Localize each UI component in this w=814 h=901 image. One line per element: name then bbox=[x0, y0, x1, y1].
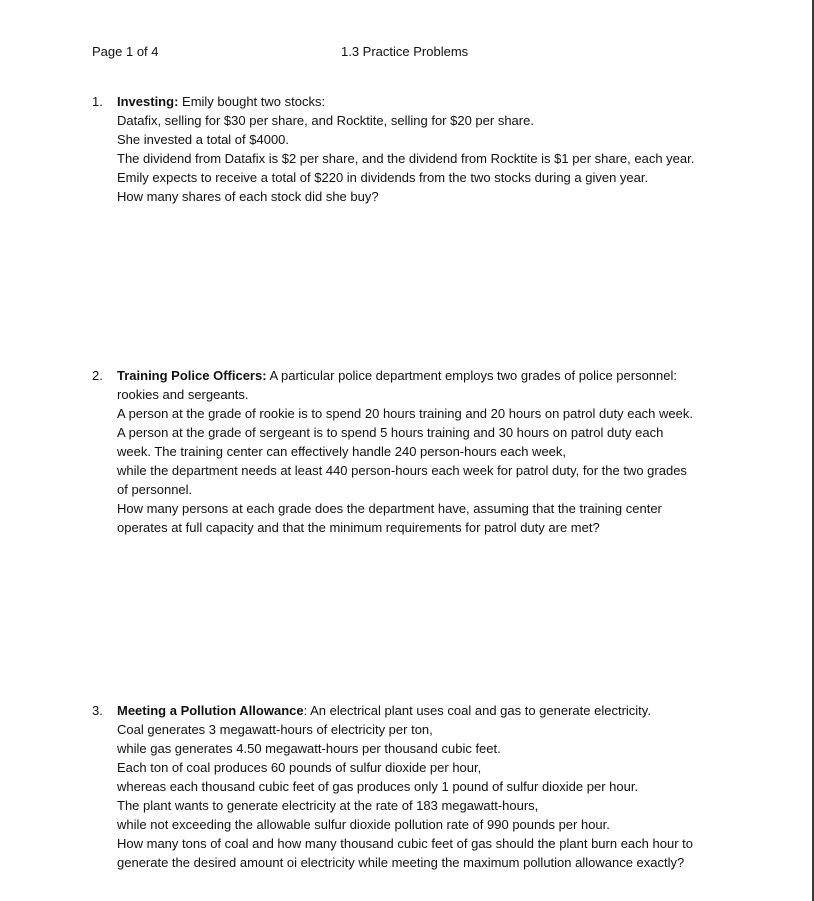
problem-line: week. The training center can effectively handle 240 person-hours each week, bbox=[117, 444, 567, 459]
problem-first-line bbox=[117, 366, 732, 385]
problem-line: A person at the grade of sergeant is to spend 5 hours training and 30 hours on patrol duty each bbox=[117, 425, 664, 440]
problem-first-line-text: Emily bought two stocks: bbox=[178, 94, 326, 109]
problem-first-line-text: : An electrical plant uses coal and gas to generate electricity. bbox=[303, 703, 651, 718]
problem-line: Emily expects to receive a total of $220 in dividends from the two stocks during a given year. bbox=[117, 170, 649, 185]
problem-line: while the department needs at least 440 person-hours each week for patrol duty, for the two grades bbox=[117, 463, 687, 478]
problem-first-line-text: A particular police department employs two grades of police personnel: bbox=[266, 368, 677, 383]
problem-1 bbox=[92, 92, 732, 206]
problem-body bbox=[117, 701, 732, 872]
problem-line: of personnel. bbox=[117, 482, 193, 497]
problem-line: rookies and sergeants. bbox=[117, 387, 249, 402]
problem-question: How many shares of each stock did she buy? bbox=[117, 189, 379, 204]
problem-line: A person at the grade of rookie is to spend 20 hours training and 20 hours on patrol duty each week. bbox=[117, 406, 693, 421]
problem-number: 3. bbox=[92, 703, 103, 718]
problem-line: while gas generates 4.50 megawatt-hours per thousand cubic feet. bbox=[117, 741, 501, 756]
problem-line: The dividend from Datafix is $2 per share, and the dividend from Rocktite is $1 per share, each year. bbox=[117, 151, 695, 166]
problem-line: Coal generates 3 megawatt-hours of electricity per ton, bbox=[117, 722, 433, 737]
problem-line: whereas each thousand cubic feet of gas produces only 1 pound of sulfur dioxide per hour. bbox=[117, 779, 639, 794]
problem-3 bbox=[92, 701, 732, 872]
problem-question: generate the desired amount oi electricity while meeting the maximum pollution allowance exactly? bbox=[117, 855, 685, 870]
problem-body bbox=[117, 92, 732, 206]
problem-question: operates at full capacity and that the minimum requirements for patrol duty are met? bbox=[117, 520, 600, 535]
document-title: 1.3 Practice Problems bbox=[341, 44, 469, 59]
problem-body bbox=[117, 366, 732, 537]
page-number-label: Page 1 of 4 bbox=[92, 44, 159, 59]
problem-line: Datafix, selling for $30 per share, and Rocktite, selling for $20 per share. bbox=[117, 113, 534, 128]
problem-title: Training Police Officers: bbox=[117, 368, 267, 383]
problem-number: 2. bbox=[92, 368, 103, 383]
problem-line: The plant wants to generate electricity at the rate of 183 megawatt-hours, bbox=[117, 798, 539, 813]
problem-title: Meeting a Pollution Allowance bbox=[117, 703, 304, 718]
problem-line: while not exceeding the allowable sulfur dioxide pollution rate of 990 pounds per hour. bbox=[117, 817, 610, 832]
problem-2 bbox=[92, 366, 732, 537]
problem-first-line bbox=[117, 701, 732, 720]
problem-line: Each ton of coal produces 60 pounds of sulfur dioxide per hour, bbox=[117, 760, 482, 775]
problem-first-line bbox=[117, 92, 732, 111]
problem-line: She invested a total of $4000. bbox=[117, 132, 290, 147]
problem-number: 1. bbox=[92, 94, 103, 109]
problem-question: How many tons of coal and how many thousand cubic feet of gas should the plant burn each hour to bbox=[117, 836, 693, 851]
problem-question: How many persons at each grade does the department have, assuming that the training center bbox=[117, 501, 662, 516]
problem-title: Investing: bbox=[117, 94, 179, 109]
